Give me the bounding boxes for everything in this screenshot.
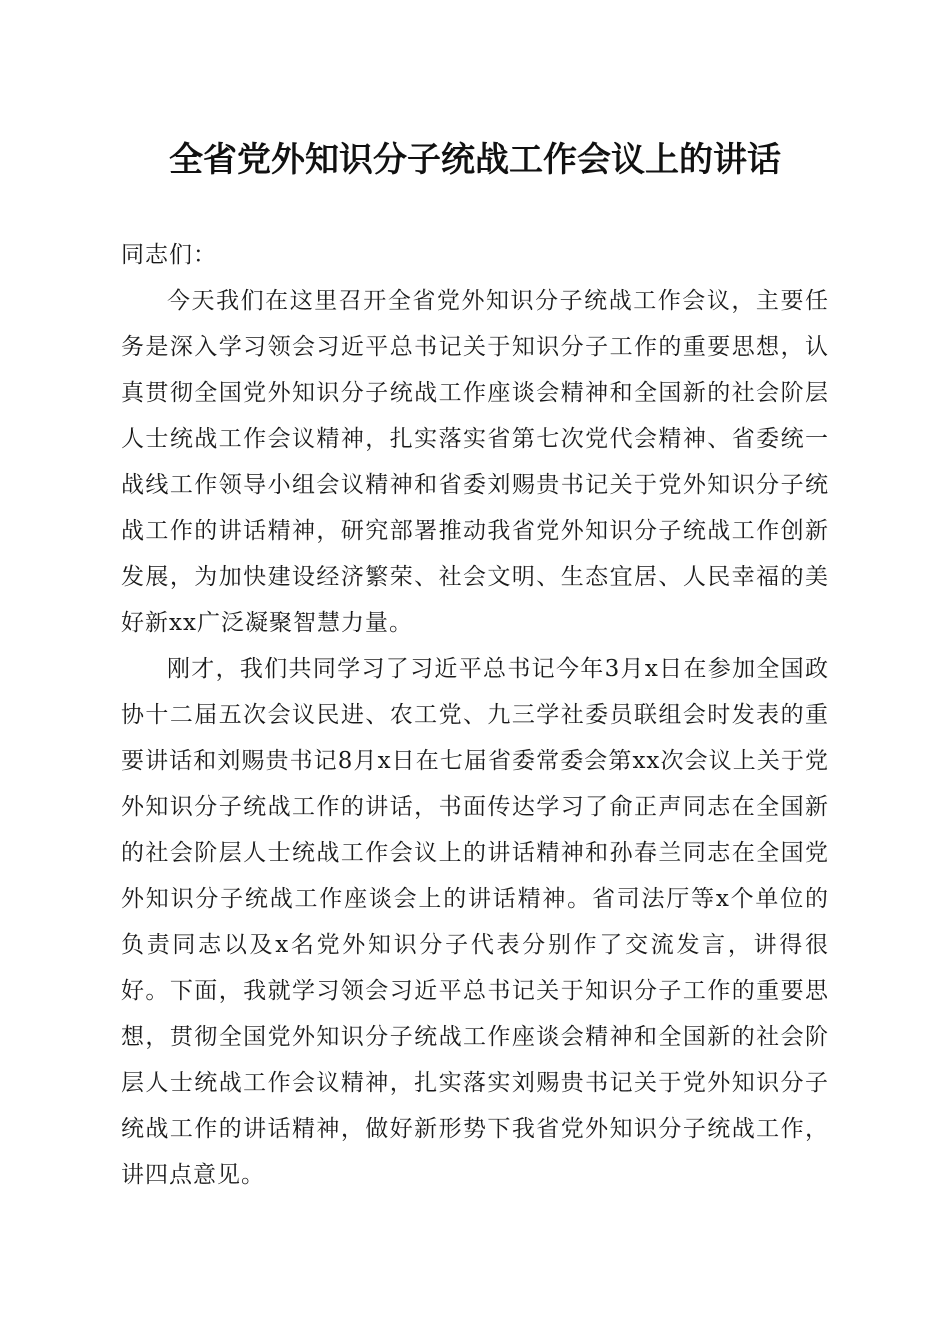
paragraph-opening: 今天我们在这里召开全省党外知识分子统战工作会议，主要任务是深入学习领会习近平总书记关于知识分子工作的重要思想，认真贯彻全国党外知识分子统战工作座谈会精神和全国新的社会阶层人士统战工作会议精神，扎实落实省第七次党代会精神、省委统一战线工作领导小组会议精神和省委刘赐贵书记关于党外知识分子统战工作的讲话精神，研究部署推动我省党外知识分子统战工作创新发展，为加快建设经济繁荣、社会文明、生态宜居、人民幸福的美好新xx广泛凝聚智慧力量。 — [121, 288, 829, 636]
document-body — [121, 232, 829, 1198]
document-title: 全省党外知识分子统战工作会议上的讲话 — [169, 140, 781, 180]
salutation: 同志们： — [121, 242, 217, 268]
paragraph-summary: 刚才，我们共同学习了习近平总书记今年3月x日在参加全国政协十二届五次会议民进、农工党、九三学社委员联组会时发表的重要讲话和刘赐贵书记8月x日在七届省委常委会第xx次会议上关于党外知识分子统战工作的讲话，书面传达学习了俞正声同志在全国新的社会阶层人士统战工作会议上的讲话精神和孙春兰同志在全国党外知识分子统战工作座谈会上的讲话精神。省司法厅等x个单位的负责同志以及x名党外知识分子代表分别作了交流发言，讲得很好。下面，我就学习领会习近平总书记关于知识分子工作的重要思想，贯彻全国党外知识分子统战工作座谈会精神和全国新的社会阶层人士统战工作会议精神，扎实落实刘赐贵书记关于党外知识分子统战工作的讲话精神，做好新形势下我省党外知识分子统战工作，讲四点意见。 — [121, 656, 829, 1188]
